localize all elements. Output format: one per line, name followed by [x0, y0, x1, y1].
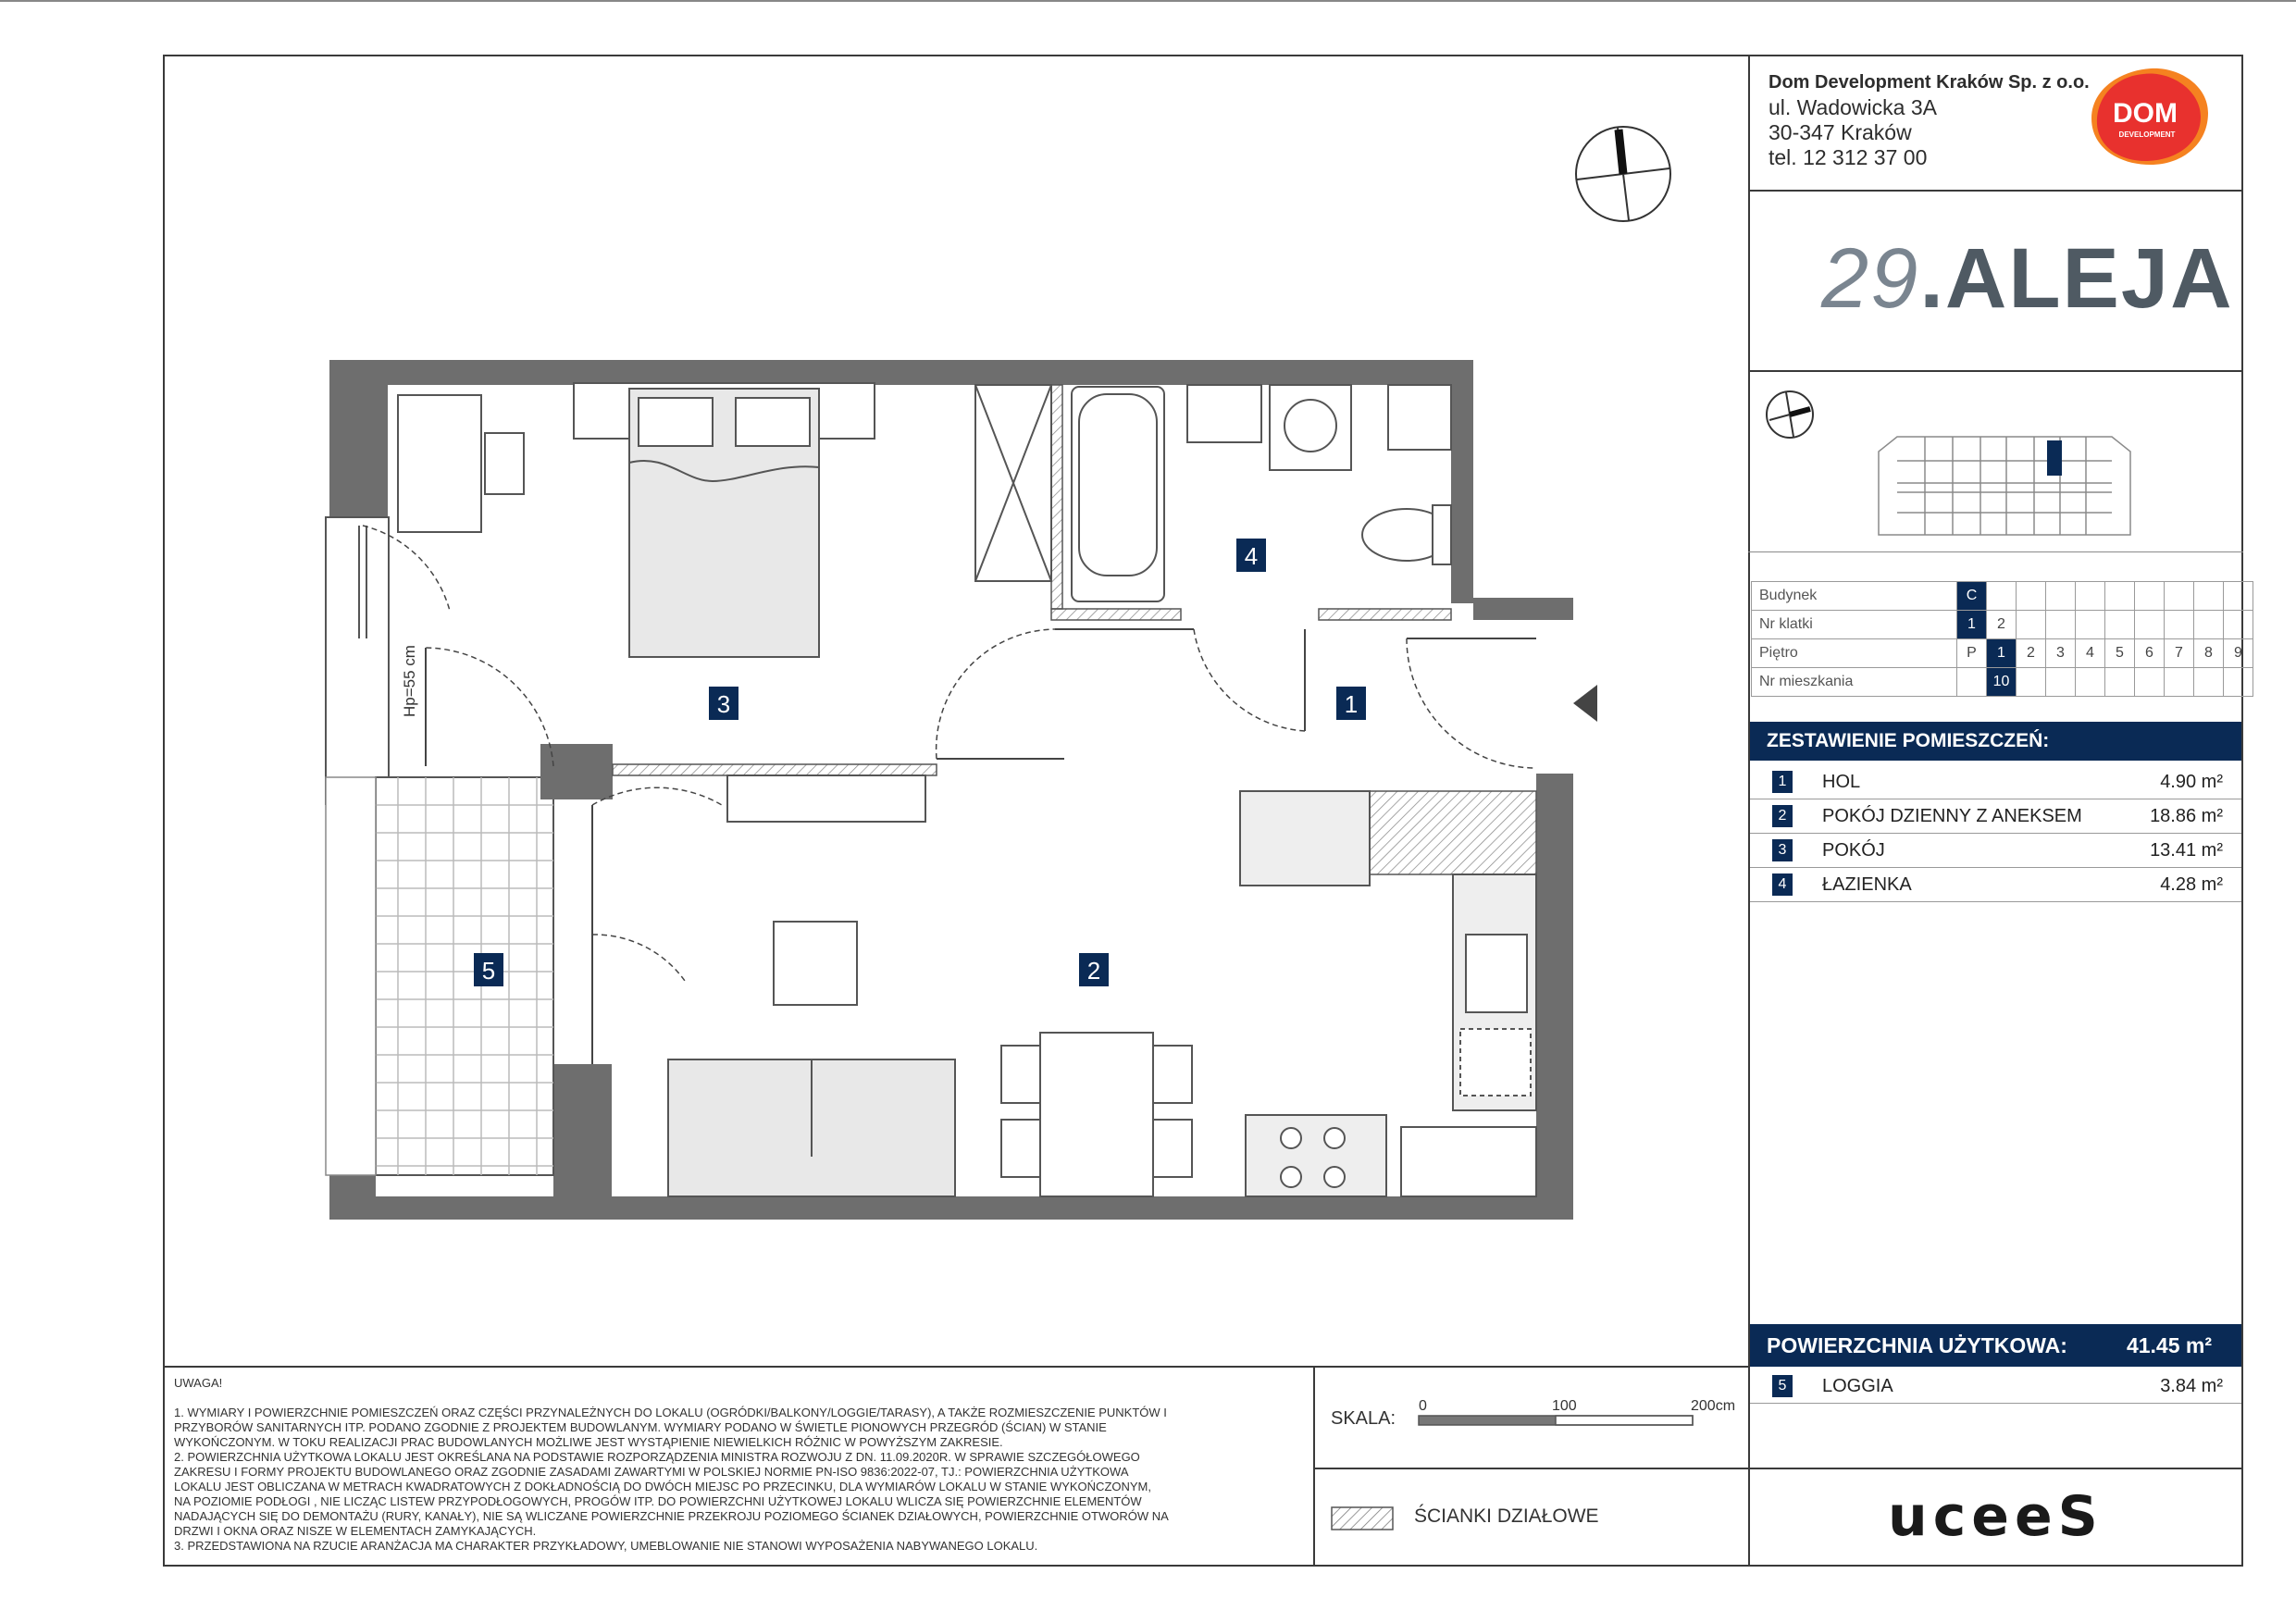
apartment-label: Nr mieszkania: [1752, 668, 1957, 697]
staircase-option: 2: [1987, 611, 2017, 639]
floor-option: 5: [2105, 639, 2135, 668]
room-area: 4.28 m²: [2160, 874, 2223, 895]
dom-development-logo: [2086, 65, 2212, 168]
key-plan-compass: [1767, 391, 1813, 438]
empty-cell: [2224, 582, 2253, 611]
company-street: ul. Wadowicka 3A: [1769, 95, 1937, 119]
room-number: 2: [1772, 805, 1793, 827]
legend-hatch-swatch: [1331, 1506, 1394, 1530]
room-name: POKÓJ DZIENNY Z ANEKSEM: [1822, 806, 2082, 826]
floor-option: 3: [2046, 639, 2076, 668]
note-line: 1. WYMIARY I POWIERZCHNIE POMIESZCZEŃ ORAZ CZĘŚCI PRZYNALEŻNYCH DO LOKALU (OGRÓDKI/BALKONY/LOGGIE/TARASY), A TAKŻE ROZMIESZCZENIE PUNKTÓW I: [174, 1406, 1167, 1419]
legend-label: ŚCIANKI DZIAŁOWE: [1414, 1505, 1599, 1527]
apartment-row: [1752, 668, 2253, 697]
empty-cell: [2105, 582, 2135, 611]
room-number: 4: [1772, 873, 1793, 896]
apartment-info-table: [1751, 581, 2253, 697]
total-label: POWIERZCHNIA UŻYTKOWA:: [1767, 1333, 2067, 1357]
floor-row: [1752, 639, 2253, 668]
scale-tick-200: 200cm: [1691, 1398, 1736, 1414]
note-line: 2. POWIERZCHNIA UŻYTKOWA LOKALU JEST OKREŚLANA NA PODSTAWIE ROZPORZĄDZENIA MINISTRA ROZWOJU Z DN. 11.09.2020R. W SPRAWIE SZCZEGÓŁOWEGO: [174, 1450, 1140, 1464]
empty-cell: [2046, 582, 2076, 611]
empty-cell: [2165, 611, 2194, 639]
room-name: HOL: [1822, 772, 1861, 792]
empty-cell: [2105, 668, 2135, 697]
empty-cell: [2017, 668, 2046, 697]
room-label-3: 3: [716, 690, 731, 718]
room-row: [1750, 868, 2241, 902]
empty-cell: [2076, 582, 2105, 611]
sidebar-divider-logo: [1748, 370, 2243, 372]
living-room-furniture: [668, 775, 1192, 1196]
sidebar-divider-brand: [1748, 1468, 2243, 1469]
logo-text-development: DEVELOPMENT: [2118, 130, 2176, 139]
company-address: [1769, 70, 2090, 170]
room-label-1: 1: [1344, 690, 1359, 718]
rooms-heading: ZESTAWIENIE POMIESZCZEŃ:: [1750, 722, 2241, 761]
empty-cell: [1957, 668, 1987, 697]
room-name: LOGGIA: [1822, 1376, 1893, 1396]
room-row: [1750, 834, 2241, 868]
empty-cell: [2224, 611, 2253, 639]
building-row: [1752, 582, 2253, 611]
wardrobe: [975, 385, 1051, 581]
apartment-value: 10: [1987, 668, 2017, 697]
project-logo-dot: .: [1919, 231, 1945, 326]
scale-tick-100: 100: [1552, 1398, 1577, 1414]
floor-option: 7: [2165, 639, 2194, 668]
usable-area-total: [1750, 1324, 2241, 1367]
notes-heading: UWAGA!: [174, 1376, 223, 1390]
floor-option: 6: [2135, 639, 2165, 668]
key-plan-highlight: [2047, 440, 2062, 476]
empty-cell: [2046, 668, 2076, 697]
scale-tick-0: 0: [1419, 1398, 1427, 1414]
sidebar-divider-keyplan: [1748, 551, 2243, 552]
empty-cell: [2194, 668, 2224, 697]
note-line: LOKALU JEST OBLICZANA W METRACH KWADRATOWYCH Z DOKŁADNOŚCIĄ DO DWÓCH MIEJSC PO PRZECINKU, DLA WYMIARÓW LOKALU W STANIE WYKOŃCZONYM,: [174, 1480, 1152, 1493]
floor-option: 8: [2194, 639, 2224, 668]
room-row: [1750, 799, 2241, 834]
company-city: 30-347 Kraków: [1769, 120, 1912, 144]
room-number: 3: [1772, 839, 1793, 861]
empty-cell: [2017, 582, 2046, 611]
building-value: C: [1957, 582, 1987, 611]
footer-divider: [163, 1366, 1750, 1368]
total-value: 41.45 m²: [2126, 1333, 2212, 1357]
footer-scale-divider: [1313, 1366, 1315, 1567]
note-line: WYKOŃCZONYM. W TOKU REALIZACJI PRAC BUDOWLANYCH MOŻLIWE JEST WYSTĄPIENIE NIEWIELKICH RÓŻNIC W POWYŻSZYM ZAKRESIE.: [174, 1435, 1003, 1449]
room-name: POKÓJ: [1822, 840, 1885, 861]
project-logo-number: 29: [1821, 231, 1920, 326]
note-line: NA POZIOMIE PODŁOGI , NIE LICZĄC LISTEW PRZYPODŁOGOWYCH, PROGÓW ITP. DO POWIERZCHNI UŻYTKOWEJ LOKALU WLICZA SIĘ POWIERZCHNIE ELEMENTÓW: [174, 1494, 1142, 1508]
scale-bar: [1411, 1395, 1754, 1442]
empty-cell: [2165, 668, 2194, 697]
building-label: Budynek: [1752, 582, 1957, 611]
project-logo: [1821, 231, 2234, 326]
notes-block: [174, 1376, 1294, 1554]
floor-option: 1: [1987, 639, 2017, 668]
floor-plan: [315, 352, 1610, 1240]
empty-cell: [1987, 582, 2017, 611]
empty-cell: [2135, 668, 2165, 697]
room-number: 1: [1772, 771, 1793, 793]
top-rule: [0, 0, 2296, 2]
note-line: DRZWI I OKNA ORAZ NISZE W ELEMENTACH ZAMYKAJĄCYCH.: [174, 1524, 537, 1538]
sidebar-divider-company: [1748, 190, 2243, 192]
note-line: PRZYBORÓW SANITARNYCH ITP. PODANO ZGODNIE Z PROJEKTEM BUDOWLANYM. WYMIARY PODANO W ŚWIETLE PIONOWYCH PRZEGRÓD (ŚCIAN) W STANIE: [174, 1420, 1107, 1434]
empty-cell: [2165, 582, 2194, 611]
empty-cell: [2076, 668, 2105, 697]
empty-cell: [2135, 582, 2165, 611]
floor-option: 2: [2017, 639, 2046, 668]
key-plan-footprint: [1879, 437, 2130, 535]
empty-cell: [2194, 611, 2224, 639]
room-area: 13.41 m²: [2150, 840, 2223, 861]
room-label-2: 2: [1086, 957, 1101, 985]
company-phone: tel. 12 312 37 00: [1769, 145, 1928, 169]
room-row: [1750, 765, 2241, 799]
staircase-label: Nr klatki: [1752, 611, 1957, 639]
floor-option: 9: [2224, 639, 2253, 668]
empty-cell: [2076, 611, 2105, 639]
note-line: 3. PRZEDSTAWIONA NA RZUCIE ARANŻACJA MA CHARAKTER PRZYKŁADOWY, UMEBLOWANIE NIE STANOWI WYPOSAŻENIA NABYWANEGO LOKALU.: [174, 1539, 1038, 1553]
logo-text-dom: DOM: [2113, 98, 2178, 129]
empty-cell: [2135, 611, 2165, 639]
loggia: [326, 777, 553, 1175]
room-number: 5: [1772, 1375, 1793, 1397]
scale-label: SKALA:: [1331, 1408, 1396, 1429]
entrance-arrow-icon: [1573, 685, 1597, 722]
note-line: ZAKRESU I FORMY PROJEKTU BUDOWLANEGO ORAZ ZGODNIE ZASADAMI ZAWARTYMI W POLSKIEJ NORMIE PN-ISO 9836:2022-07, TJ.: POWIERZCHNIA UŻYTKOWA: [174, 1465, 1129, 1479]
empty-cell: [2017, 611, 2046, 639]
building-key-plan: [1758, 379, 2240, 546]
project-logo-word: ALEJA: [1944, 231, 2234, 326]
empty-cell: [2194, 582, 2224, 611]
note-line: NADAJĄCYCH SIĘ DO DEMONTAŻU (RURY, KANAŁY), NIE SĄ WLICZANE POWIERZCHNIE PRZEKROJU POZIOMEGO ŚCIANEK DZIAŁOWYCH, POWIERZCHNIE OTWORÓW NA: [174, 1509, 1169, 1523]
company-name: Dom Development Kraków Sp. z o.o.: [1769, 72, 2090, 93]
room-area: 3.84 m²: [2160, 1376, 2223, 1396]
room-label-4: 4: [1244, 542, 1259, 570]
empty-cell: [2105, 611, 2135, 639]
empty-cell: [2046, 611, 2076, 639]
room-area: 18.86 m²: [2150, 806, 2223, 826]
floor-option: 4: [2076, 639, 2105, 668]
window-left: [326, 517, 389, 804]
staircase-row: [1752, 611, 2253, 639]
window-height-note: Hp=55 cm: [401, 645, 418, 717]
ucees-logo-text: uceeS: [1888, 1484, 2104, 1549]
bedroom-furniture: [398, 383, 875, 657]
loggia-row: [1750, 1369, 2241, 1404]
room-name: ŁAZIENKA: [1822, 874, 1912, 895]
staircase-option: 1: [1957, 611, 1987, 639]
room-area: 4.90 m²: [2160, 772, 2223, 792]
empty-cell: [2224, 668, 2253, 697]
ucees-logo: [1888, 1484, 2104, 1549]
scale-legend-divider: [1313, 1468, 1750, 1469]
room-label-5: 5: [481, 957, 496, 985]
floor-label: Piętro: [1752, 639, 1957, 668]
north-compass-icon: [1570, 120, 1677, 228]
floor-option: P: [1957, 639, 1987, 668]
